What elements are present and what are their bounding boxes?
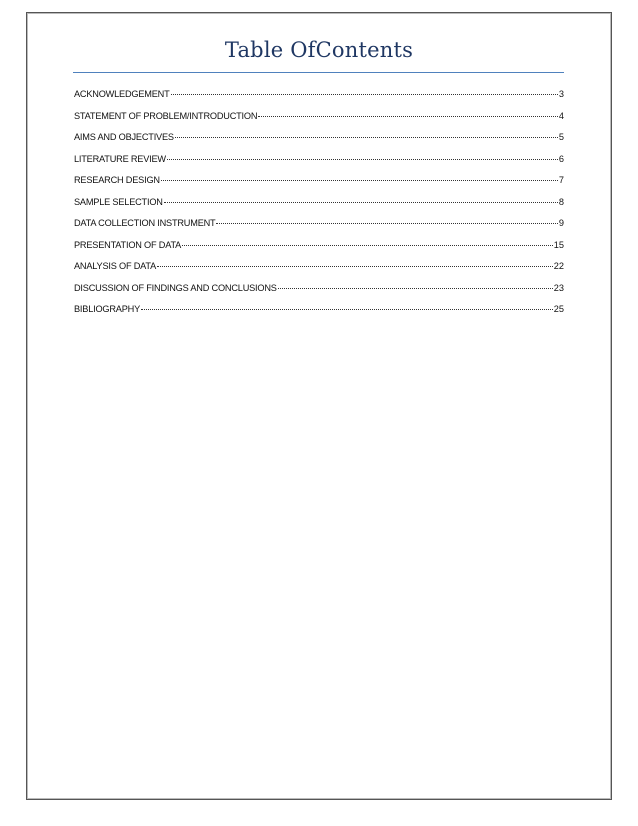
toc-entry-acknowledgement[interactable] xyxy=(74,88,564,110)
toc-entry-page: 4 xyxy=(558,110,564,121)
toc-leader-dots xyxy=(182,237,553,246)
toc-entry-literature-review[interactable] xyxy=(74,153,564,175)
toc-leader-dots xyxy=(278,280,553,289)
toc-entry-page: 23 xyxy=(553,282,564,293)
toc-leader-dots xyxy=(157,258,553,267)
toc-entry-label: SAMPLE SELECTION xyxy=(74,196,163,207)
toc-entry-page: 7 xyxy=(558,175,564,185)
toc-entry-label: PRESENTATION OF DATA xyxy=(74,239,182,250)
toc-entry-page: 15 xyxy=(553,239,564,250)
toc-entry-label: LITERATURE REVIEW xyxy=(74,153,166,164)
toc-entry-page: 8 xyxy=(558,196,564,207)
toc-entry-presentation-of-data[interactable] xyxy=(74,239,564,261)
toc-entry-page: 22 xyxy=(553,261,564,271)
toc-entry-label: RESEARCH DESIGN xyxy=(74,175,160,185)
toc-leader-dots xyxy=(216,215,557,224)
toc-leader-dots xyxy=(171,86,558,95)
toc-leader-dots xyxy=(258,108,558,117)
toc-entry-statement-of-problem[interactable] xyxy=(74,110,564,132)
toc-entry-page: 6 xyxy=(558,153,564,164)
toc-entry-analysis-of-data[interactable] xyxy=(74,260,564,282)
toc-leader-dots xyxy=(175,129,558,138)
toc-entry-label: DISCUSSION OF FINDINGS AND CONCLUSIONS xyxy=(74,282,277,293)
toc-entry-label: BIBLIOGRAPHY xyxy=(74,304,141,314)
toc-leader-dots xyxy=(161,172,558,181)
table-of-contents xyxy=(74,88,564,325)
toc-entry-label: ACKNOWLEDGEMENT xyxy=(74,89,170,99)
toc-entry-label: ANALYSIS OF DATA xyxy=(74,261,157,271)
toc-entry-discussion-of-findings[interactable] xyxy=(74,282,564,304)
toc-entry-data-collection-instrument[interactable] xyxy=(74,217,564,239)
toc-leader-dots xyxy=(141,301,553,310)
title-underline xyxy=(73,72,564,73)
toc-entry-research-design[interactable] xyxy=(74,174,564,196)
toc-entry-page: 9 xyxy=(558,218,564,228)
toc-entry-bibliography[interactable] xyxy=(74,303,564,325)
toc-entry-label: DATA COLLECTION INSTRUMENT xyxy=(74,218,216,228)
toc-entry-page: 25 xyxy=(553,304,564,314)
toc-entry-aims-and-objectives[interactable] xyxy=(74,131,564,153)
toc-entry-label: AIMS AND OBJECTIVES xyxy=(74,132,174,142)
toc-leader-dots xyxy=(167,151,558,160)
page-title: Table OfContents xyxy=(224,38,414,62)
toc-entry-page: 3 xyxy=(558,89,564,99)
toc-leader-dots xyxy=(164,194,558,203)
toc-entry-sample-selection[interactable] xyxy=(74,196,564,218)
toc-entry-label: STATEMENT OF PROBLEM/INTRODUCTION xyxy=(74,110,258,121)
toc-entry-page: 5 xyxy=(558,132,564,142)
